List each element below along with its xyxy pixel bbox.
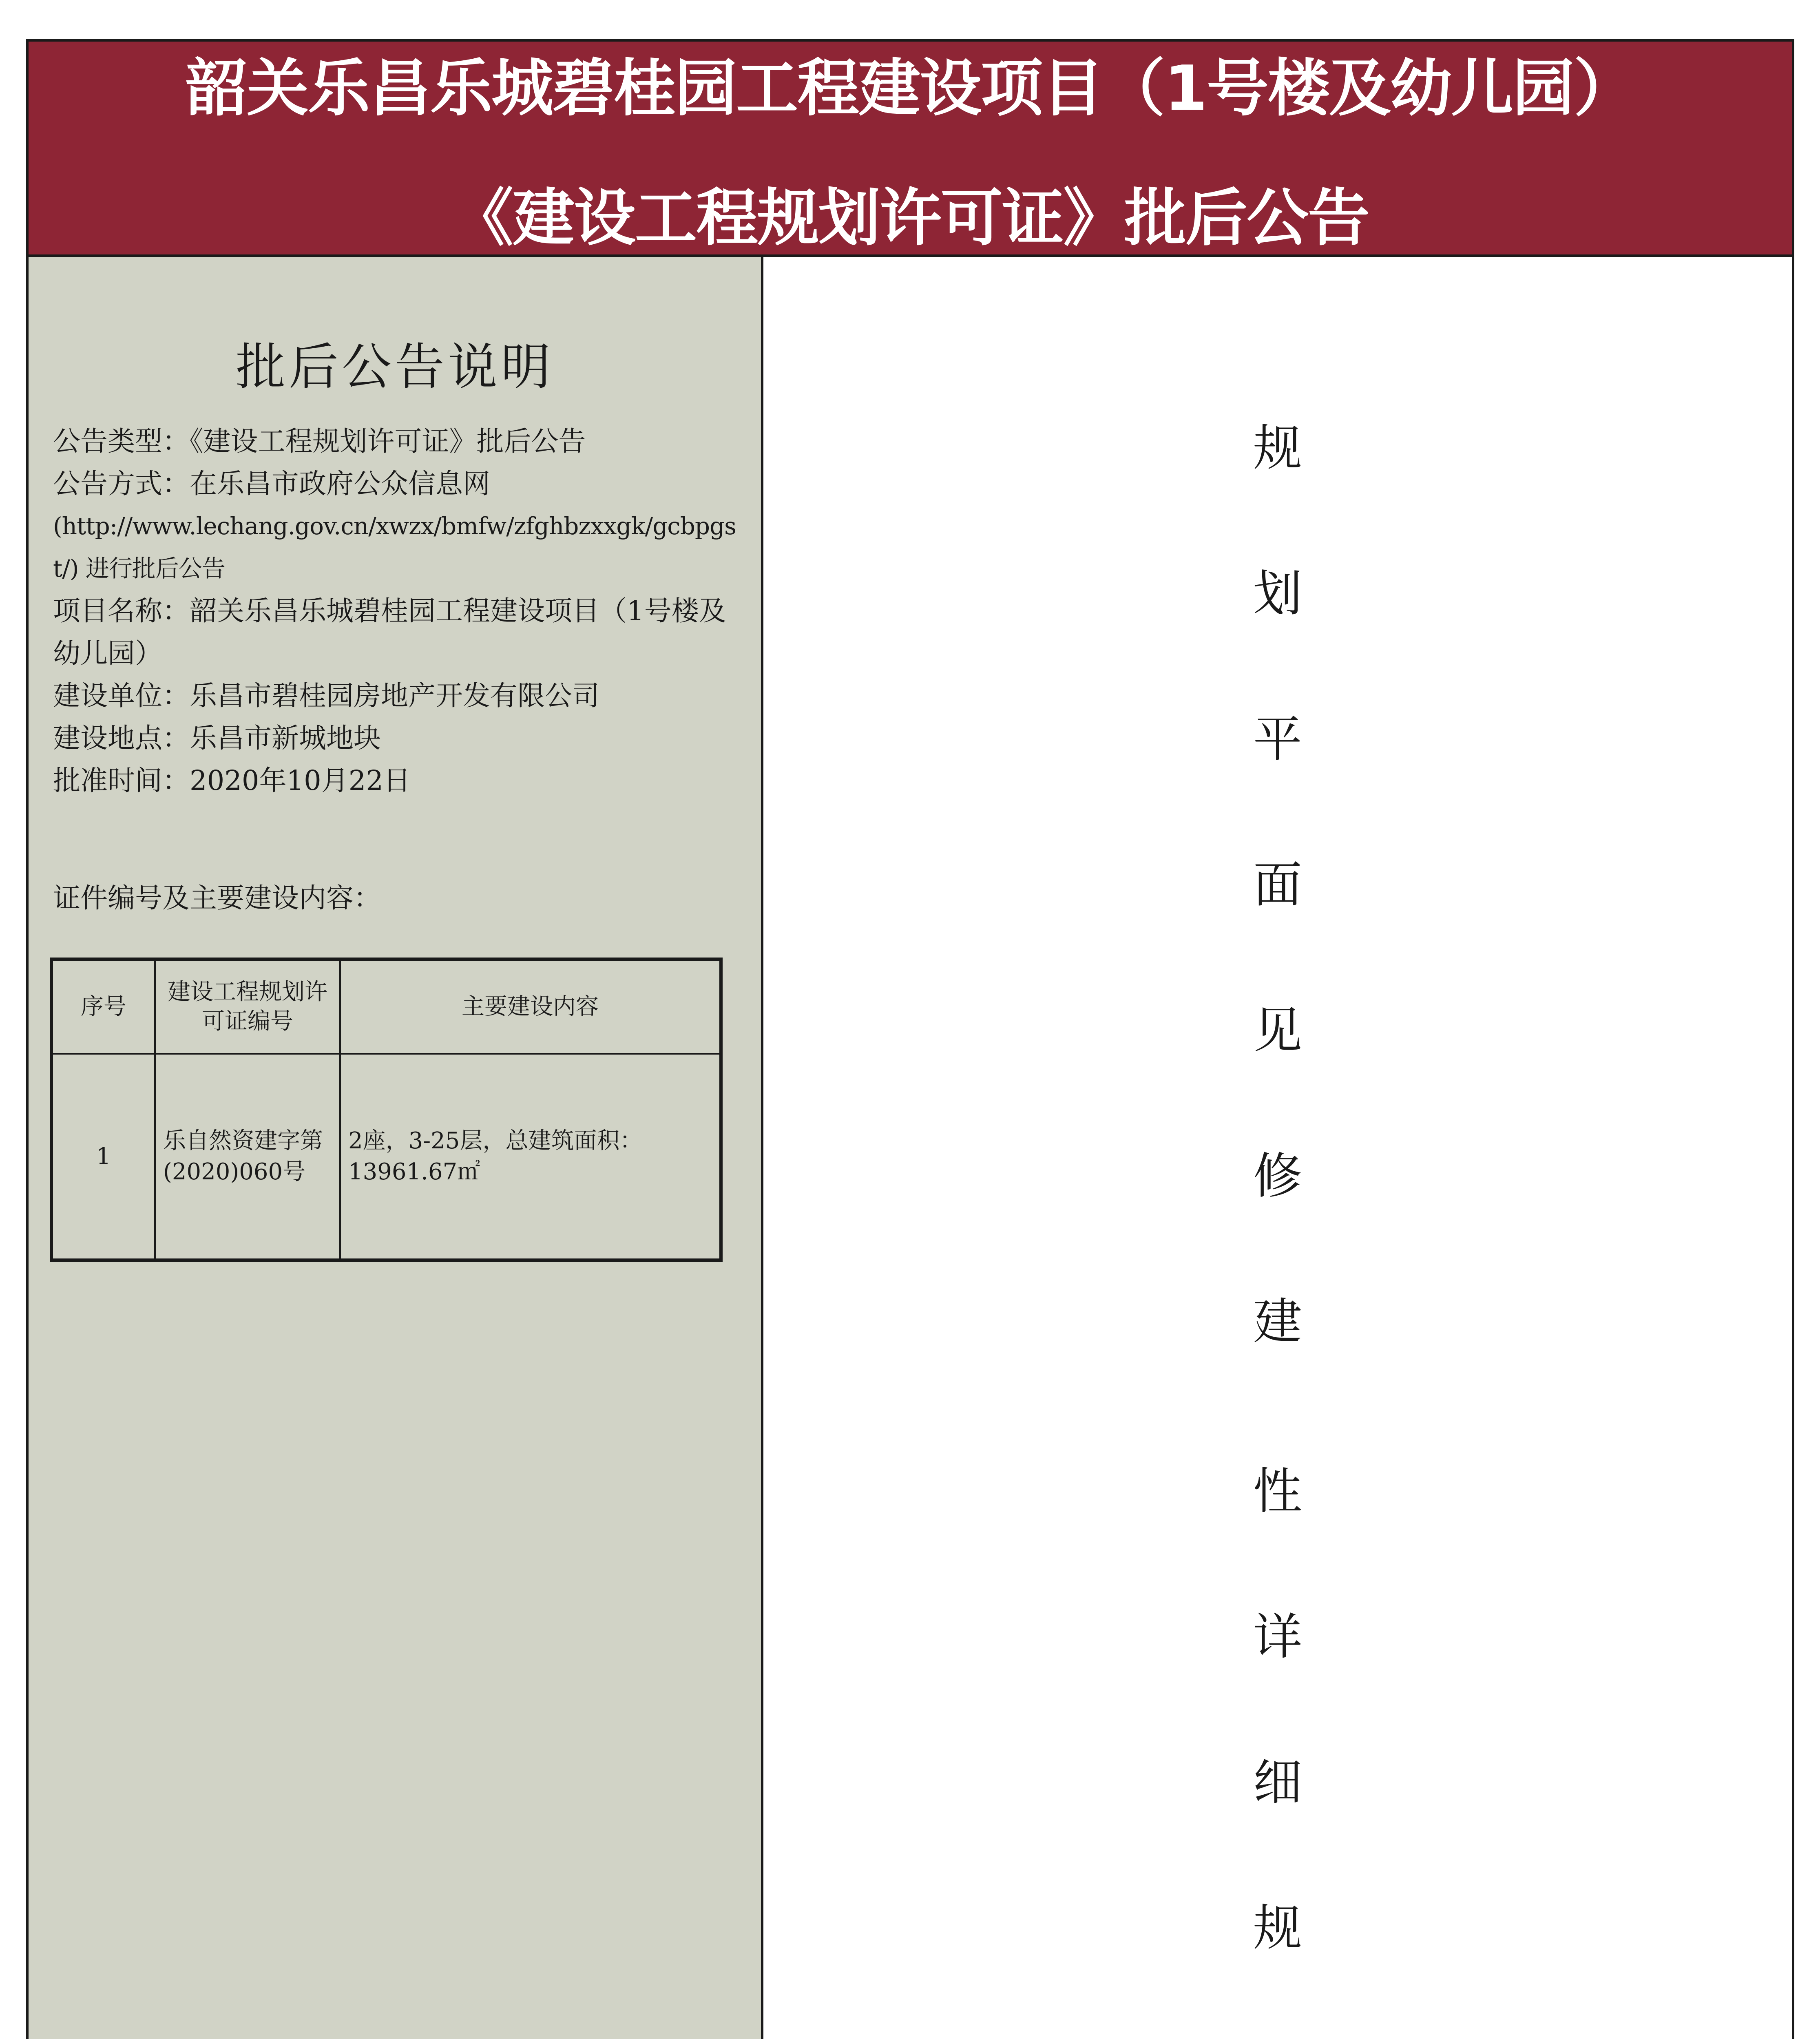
notice-header	[29, 42, 1792, 257]
permit-table	[50, 958, 723, 1262]
table-row	[51, 1054, 721, 1260]
col-header-content: 主要建设内容	[340, 959, 721, 1054]
vertical-char: 面	[1253, 857, 1302, 913]
cell-content: 2座，3-25层，总建筑面积：13961.67㎡	[340, 1054, 721, 1260]
panel-title: 批后公告说明	[236, 338, 554, 396]
vertical-char: 规	[1253, 420, 1302, 477]
vertical-char: 修	[1253, 1148, 1302, 1205]
announcement-panel	[29, 257, 763, 2039]
vertical-char: 性	[1253, 1463, 1302, 1520]
project-name: 项目名称：韶关乐昌乐城碧桂园工程建设项目（1号楼及幼儿园）	[53, 595, 726, 669]
construction-location: 建设地点：乐昌市新城地块	[53, 722, 381, 754]
vertical-char: 细	[1253, 1754, 1302, 1811]
cell-no: 1	[51, 1054, 155, 1260]
announce-method: 公告方式：在乐昌市政府公众信息网	[53, 468, 490, 500]
announcement-info	[53, 420, 738, 802]
vertical-char: 详	[1253, 1609, 1302, 1665]
col-header-permit: 建设工程规划许可证编号	[155, 959, 340, 1054]
notice-title-line1: 韶关乐昌乐城碧桂园工程建设项目（1号楼及幼儿园）	[186, 52, 1635, 124]
vertical-char: 平	[1253, 711, 1302, 768]
vertical-char: 规	[1253, 1900, 1302, 1957]
vertical-char: 建	[1253, 1294, 1302, 1350]
announce-type: 公告类型：《建设工程规划许可证》批后公告	[53, 425, 586, 457]
notice-title-line2: 《建设工程规划许可证》批后公告	[451, 182, 1369, 254]
permit-subtitle: 证件编号及主要建设内容：	[53, 882, 381, 914]
plan-area	[763, 257, 1792, 2039]
approval-date: 批准时间：2020年10月22日	[53, 765, 411, 796]
vertical-char: 见	[1253, 1002, 1302, 1059]
col-header-no: 序号	[51, 959, 155, 1054]
cell-permit: 乐自然资建字第(2020)060号	[155, 1054, 340, 1260]
table-header-row	[51, 959, 721, 1054]
announce-url: (http://www.lechang.gov.cn/xwzx/bmfw/zfghbzxxgk/gcbpgst/) 进行批后公告	[53, 512, 736, 582]
vertical-char: 划	[1253, 566, 1302, 622]
construction-unit: 建设单位：乐昌市碧桂园房地产开发有限公司	[53, 680, 599, 712]
notice-board	[26, 39, 1794, 2039]
